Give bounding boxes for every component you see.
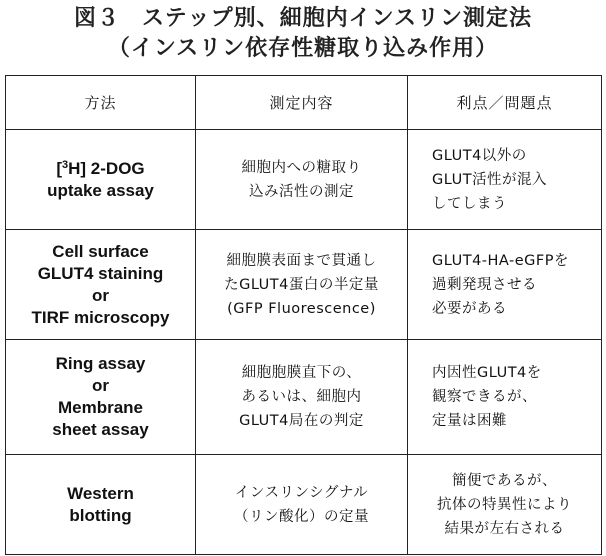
row2-method-line: or — [92, 285, 109, 305]
row1-method-line1: [$^3$H] 2-DOG — [56, 158, 145, 178]
method-comparison-table — [5, 75, 602, 555]
row3-merit-line: 内因性GLUT4を — [432, 365, 542, 381]
row3-content-cell — [196, 340, 408, 455]
row1-content-line: 込み活性の測定 — [249, 183, 354, 200]
row4-merit-line: 簡便であるが、 — [452, 472, 557, 489]
title-subtitle: （インスリン依存性糖取り込み作用） — [107, 36, 499, 61]
row4-merit-cell — [408, 455, 602, 555]
figure-title — [0, 4, 606, 64]
row3-content-line: 細胞胞膜直下の、 — [241, 365, 362, 381]
row2-content-line: 細胞膜表面まで貫通し — [226, 252, 377, 269]
header-content: 測定内容 — [196, 76, 408, 130]
table-row — [6, 340, 602, 455]
row4-content-cell — [196, 455, 408, 555]
header-method: 方法 — [6, 76, 196, 130]
title-main-text: ステップ別、細胞内インスリン測定法 — [142, 6, 532, 31]
table-row — [6, 455, 602, 555]
header-merit: 利点／問題点 — [408, 76, 602, 130]
title-line-main — [0, 4, 606, 34]
row2-merit-cell — [408, 230, 602, 340]
row3-method-line: sheet assay — [52, 420, 149, 439]
row2-content-line: たGLUT4蛋白の半定量 — [224, 276, 379, 293]
row3-method-line: Ring assay — [55, 354, 146, 373]
row1-merit-line: GLUT4以外の — [432, 147, 527, 164]
isotope-superscript: 3 — [62, 158, 69, 171]
row2-method-line: GLUT4 staining — [37, 263, 164, 283]
row1-merit-line: GLUT活性が混入 — [432, 171, 548, 188]
row2-method-cell — [6, 230, 196, 340]
row3-method-cell — [6, 340, 196, 455]
row2-method-line: TIRF microscopy — [31, 307, 170, 327]
row1-merit-line: してしまう — [432, 195, 507, 212]
row1-merit-cell — [408, 130, 602, 230]
figure-label: 図３ — [74, 6, 121, 31]
row2-method-line: Cell surface — [52, 241, 149, 261]
row4-content-line: （リン酸化）の定量 — [234, 508, 369, 525]
row2-content-cell — [196, 230, 408, 340]
row3-content-line: GLUT4局在の判定 — [239, 413, 364, 429]
row1-method-line2: uptake assay — [47, 180, 154, 200]
row4-method-cell — [6, 455, 196, 555]
row2-merit-line: 必要がある — [432, 300, 507, 317]
row4-merit-line: 抗体の特異性により — [437, 496, 572, 513]
table-row — [6, 130, 602, 230]
row1-content-cell — [196, 130, 408, 230]
row4-method-line: Western — [67, 483, 134, 503]
row4-merit-line: 結果が左右される — [444, 520, 565, 537]
row3-merit-line: 定量は困難 — [432, 413, 507, 429]
row2-content-line: (GFP Fluorescence) — [227, 300, 376, 317]
row3-method-line: Membrane — [57, 398, 144, 417]
row1-content-line: 細胞内への糖取り — [241, 159, 362, 176]
table-row — [6, 230, 602, 340]
row3-content-line: あるいは、細胞内 — [241, 389, 362, 405]
row4-content-line: インスリンシグナル — [234, 484, 369, 501]
row2-merit-line: GLUT4-HA-eGFPを — [432, 252, 569, 269]
row3-merit-cell — [408, 340, 602, 455]
row3-method-line: or — [92, 376, 109, 395]
row1-method-cell — [6, 130, 196, 230]
table-header-row — [6, 76, 602, 130]
row4-method-line: blotting — [69, 505, 132, 525]
row2-merit-line: 過剰発現させる — [432, 276, 537, 293]
row3-merit-line: 観察できるが、 — [432, 389, 537, 405]
